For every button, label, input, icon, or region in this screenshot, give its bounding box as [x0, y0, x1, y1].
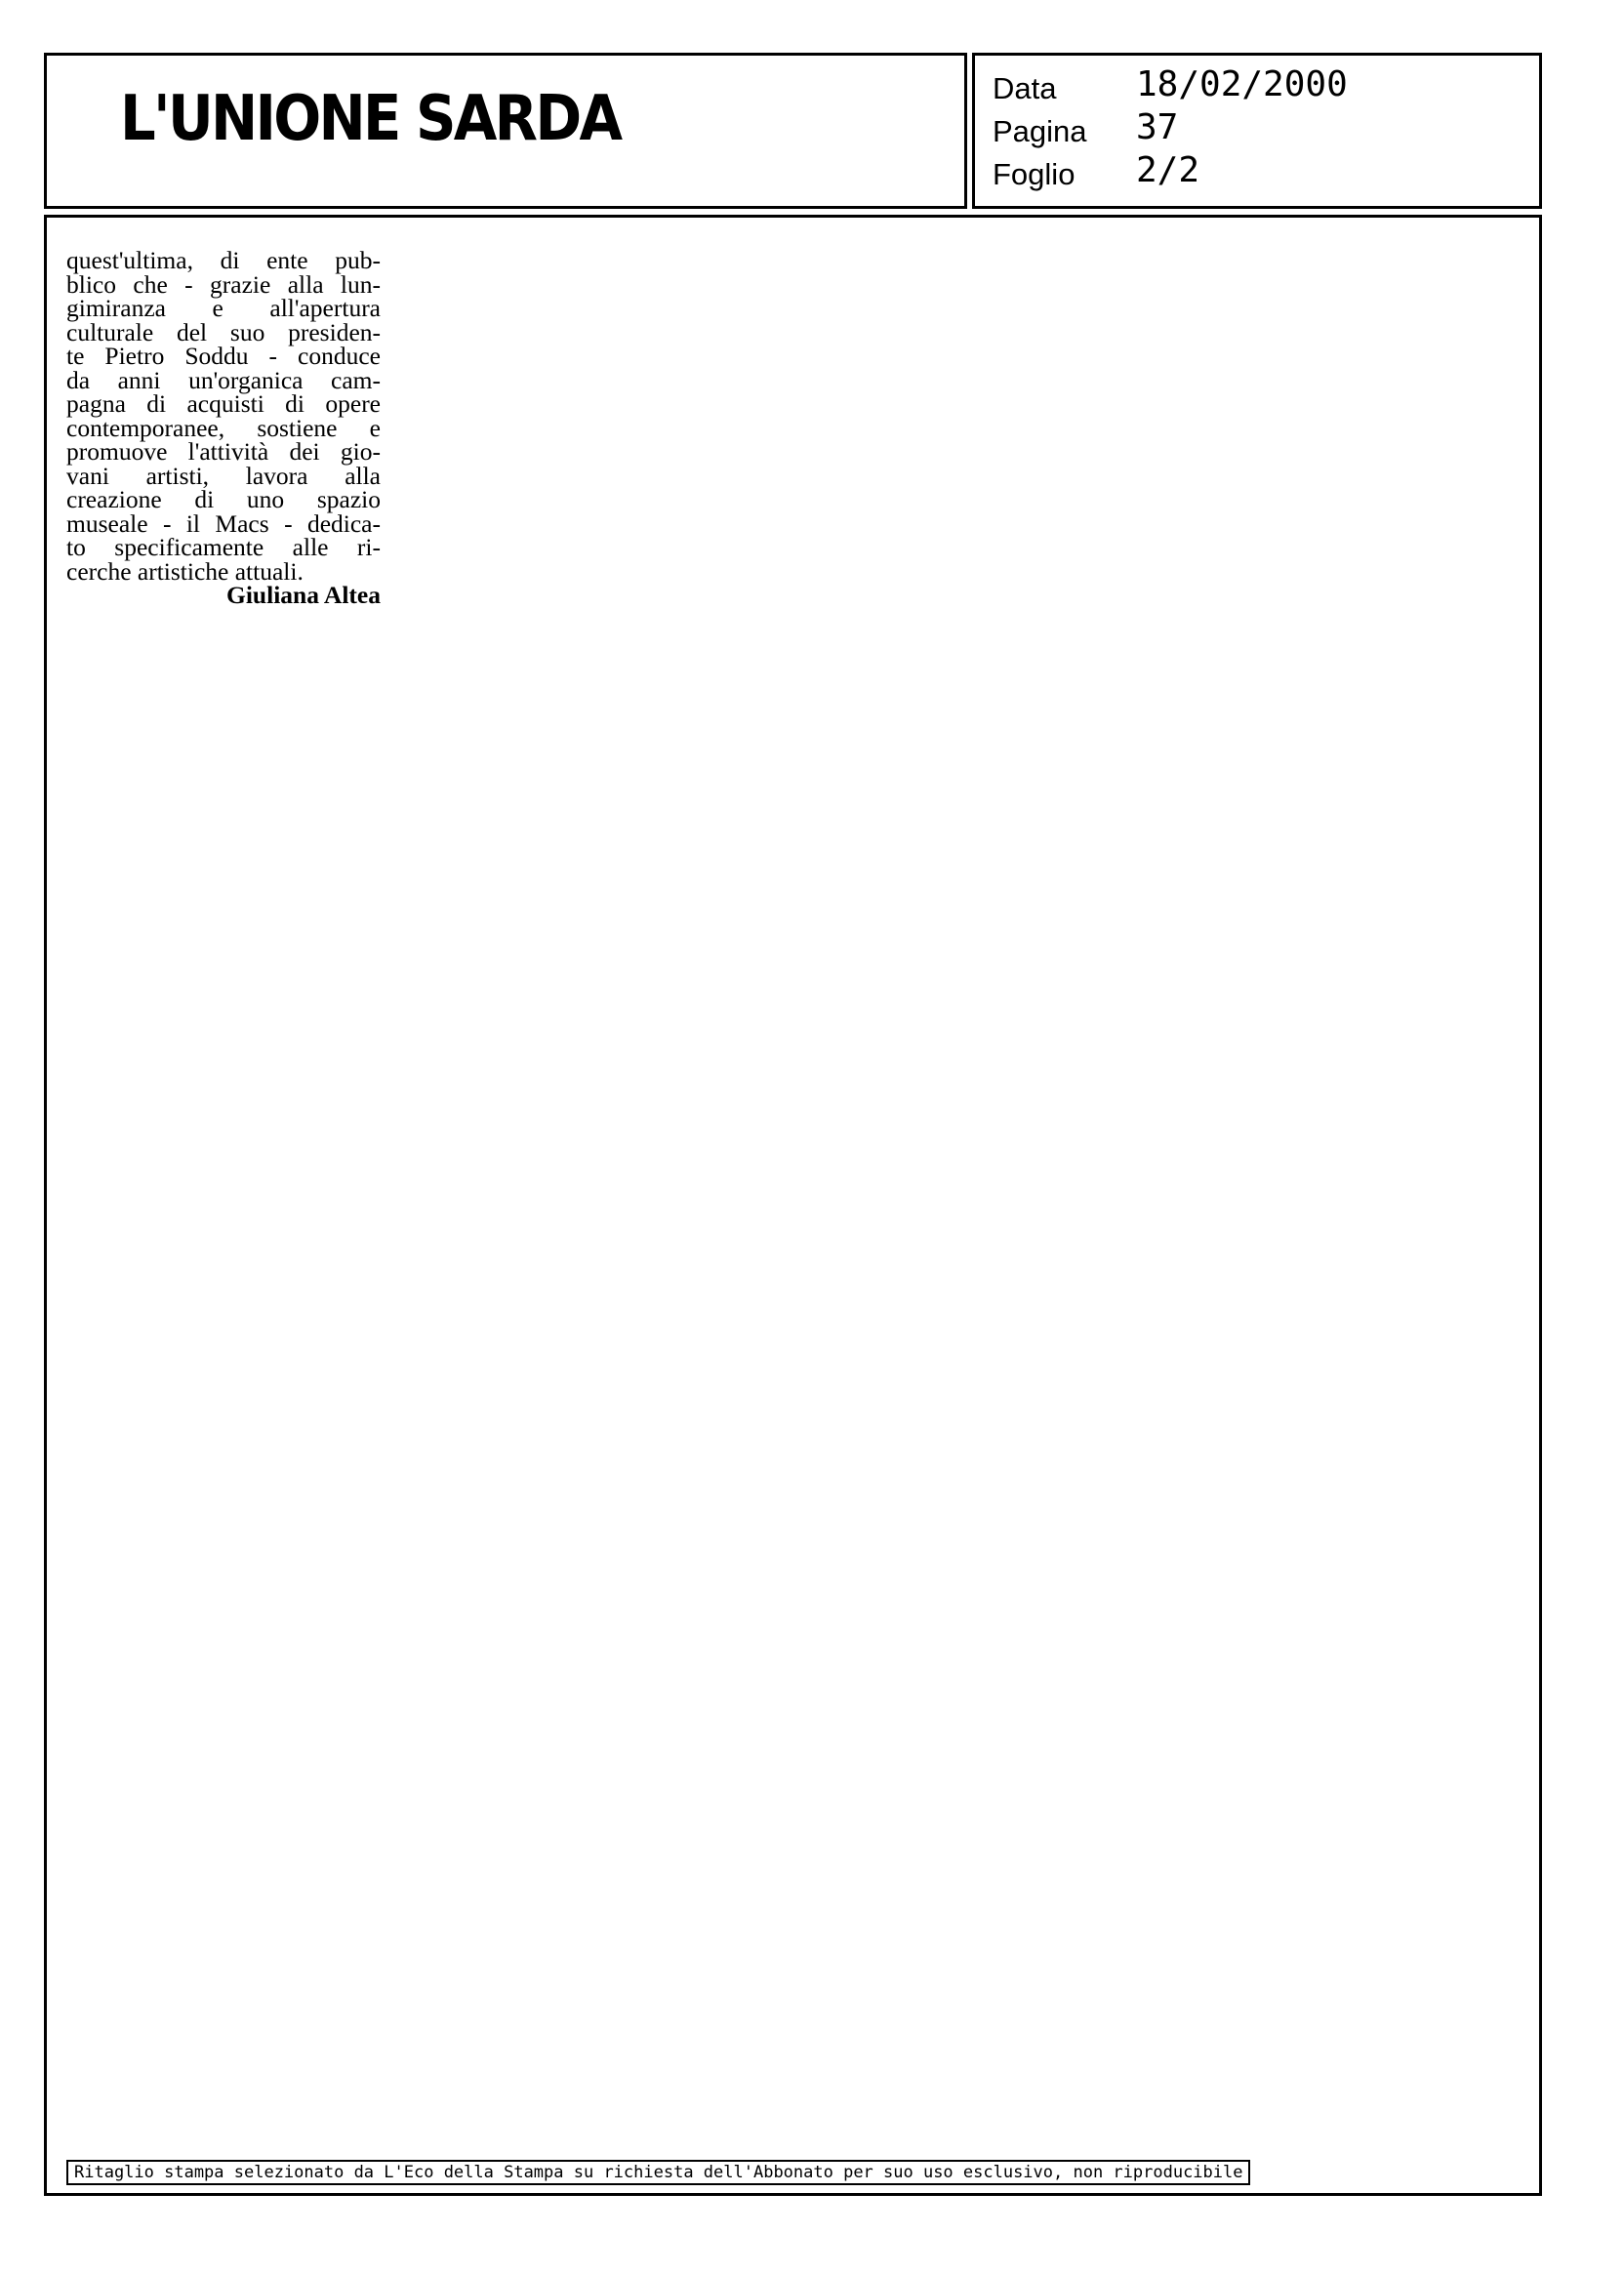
date-label: Data: [993, 71, 1057, 105]
article-line: creazione di uno spazio: [66, 485, 381, 513]
page-value: 37: [1136, 107, 1179, 147]
article-line: pagna di acquisti di opere: [66, 389, 381, 418]
article-line: culturale del suo presiden-: [66, 317, 381, 346]
article-line: promuove l'attività dei gio-: [66, 437, 381, 466]
date-value: 18/02/2000: [1136, 64, 1348, 104]
article-line: blico che - grazie alla lun-: [66, 269, 381, 299]
sheet-label: Foglio: [993, 157, 1076, 191]
masthead-box: [44, 53, 967, 209]
article-line: museale - il Macs - dedica-: [66, 508, 381, 538]
page-label: Pagina: [993, 114, 1087, 148]
article-line: da anni un'organica cam-: [66, 365, 381, 394]
article-line: gimiranza e all'apertura: [66, 294, 381, 322]
article-author: Giuliana Altea: [226, 581, 381, 609]
clipping-frame: [44, 215, 1542, 2196]
article-line: te Pietro Soddu - conduce: [66, 342, 381, 370]
article-line: to specificamente alle ri-: [66, 533, 381, 561]
article-line: vani artisti, lavora alla: [66, 461, 381, 490]
newspaper-logo: L'UNIONE SARDA: [120, 83, 621, 155]
copyright-notice: Ritaglio stampa selezionato da L'Eco della Stampa su richiesta dell'Abbonato per suo uso esclusivo, non riproducibile: [66, 2160, 1250, 2185]
article-line: cerche artistiche attuali.: [66, 556, 304, 586]
article-line: contemporanee, sostiene e: [66, 413, 381, 442]
article-text: [66, 246, 381, 609]
metadata-box: [972, 53, 1542, 209]
article-line: quest'ultima, di ente pub-: [66, 246, 381, 274]
sheet-value: 2/2: [1136, 150, 1200, 190]
